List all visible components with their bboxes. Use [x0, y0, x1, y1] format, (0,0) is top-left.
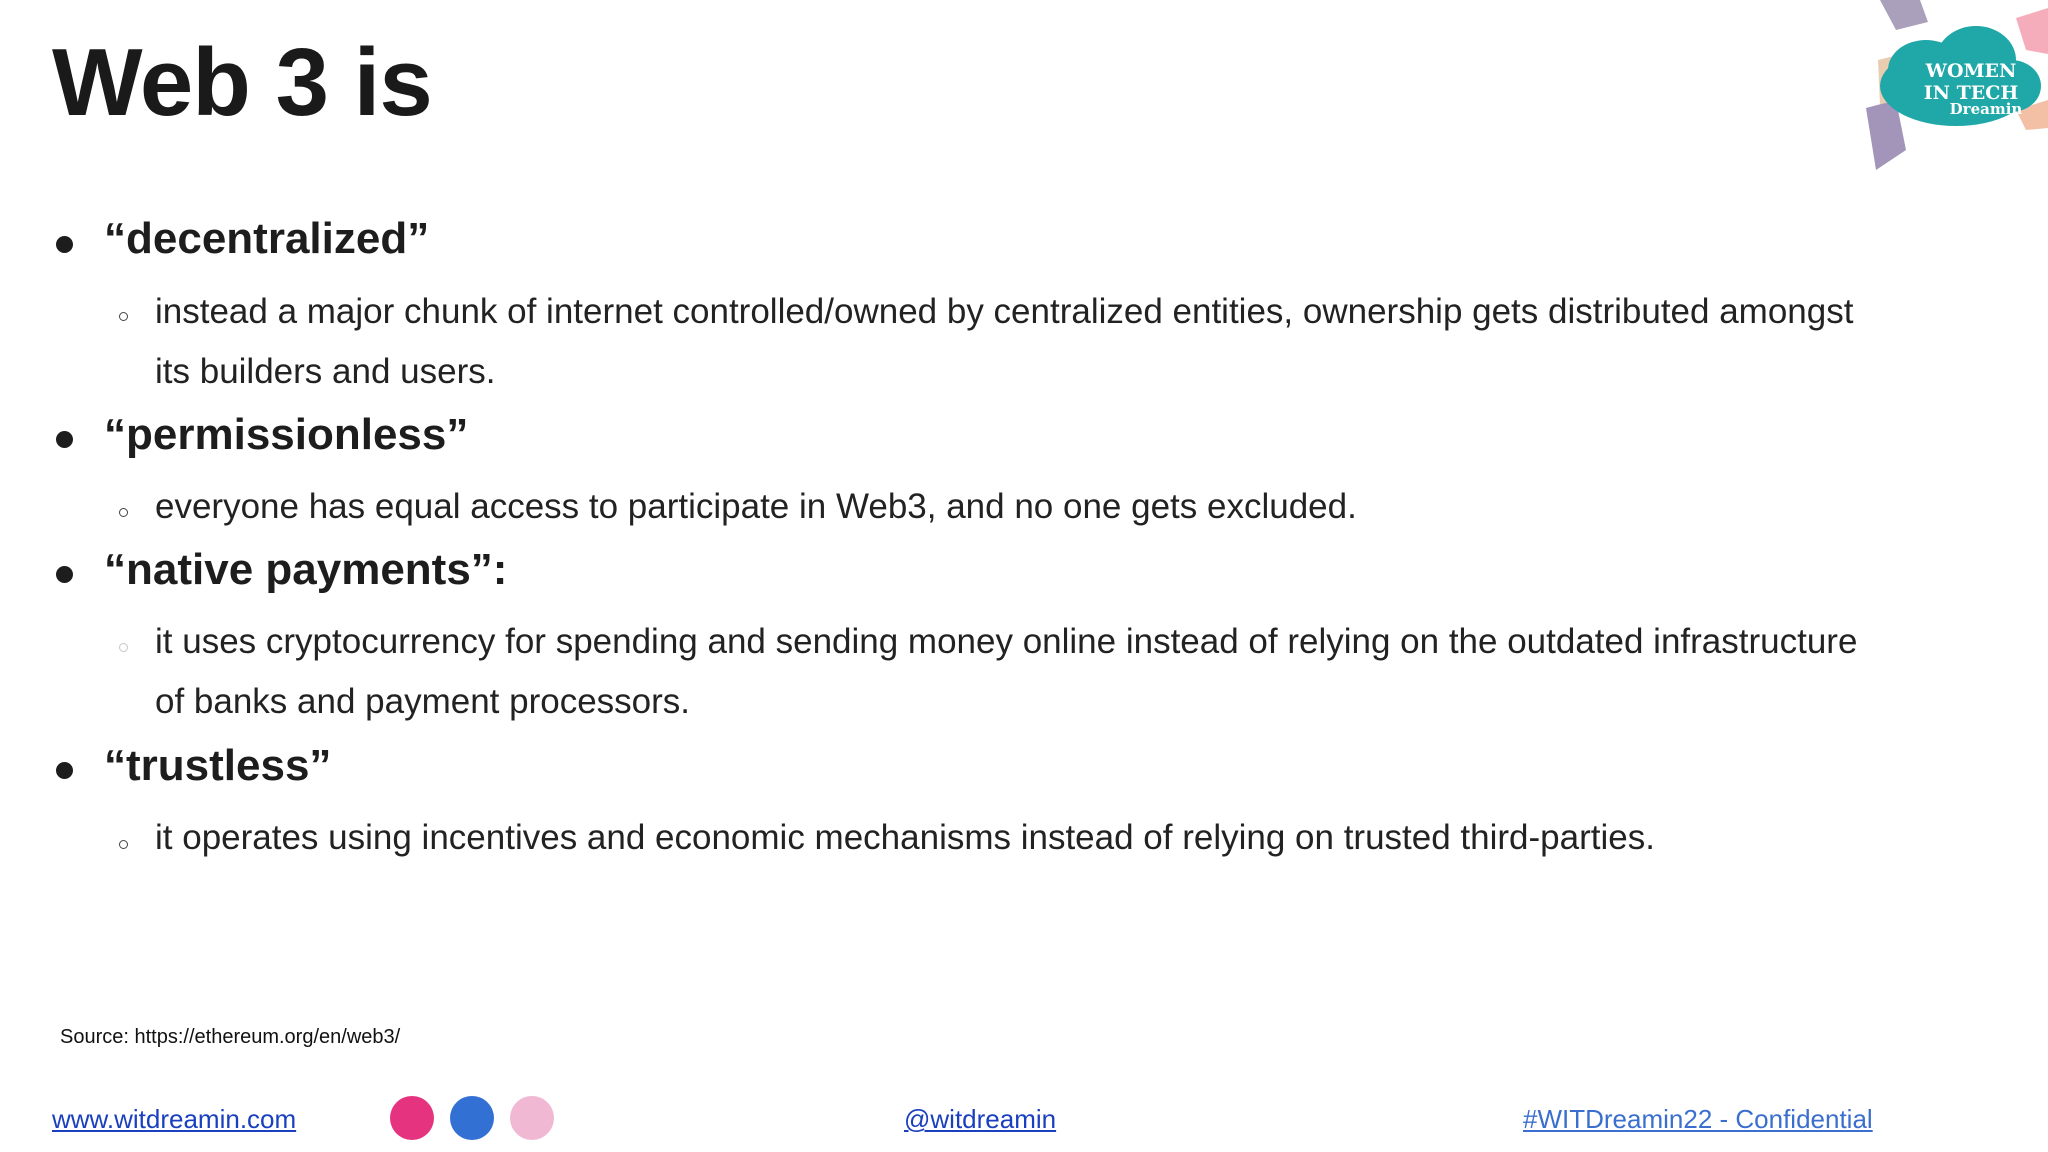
bullet-dot: [56, 762, 73, 779]
bullet-detail-permissionless: everyone has equal access to participate in Web3, and no one gets excluded.: [155, 487, 1357, 526]
source-citation: Source: https://ethereum.org/en/web3/: [60, 1026, 401, 1048]
brand-dot-pink: [390, 1096, 434, 1140]
bullet-heading-permissionless: “permissionless”: [104, 410, 469, 459]
sub-bullet-dot: [119, 643, 128, 652]
bullet-heading-native-payments: “native payments”:: [104, 545, 508, 594]
sub-bullet-dot: [119, 312, 128, 321]
bullet-dot: [56, 431, 73, 448]
sub-bullet-dot: [119, 840, 128, 849]
brand-dot-blue: [450, 1096, 494, 1140]
social-handle-link[interactable]: @witdreamin: [904, 1104, 1057, 1134]
logo-text-dreamin: Dreamin: [1949, 100, 2023, 118]
brand-dot-light-pink: [510, 1096, 554, 1140]
website-link[interactable]: www.witdreamin.com: [52, 1104, 297, 1134]
bullet-dot: [56, 236, 73, 253]
sub-bullet-dot: [119, 508, 128, 517]
bullet-detail-trustless: it operates using incentives and economic mechanisms instead of relying on trusted third-parties.: [155, 818, 1655, 857]
hashtag-link[interactable]: #WITDreamin22 - Confidential: [1523, 1104, 1873, 1134]
logo-text-women: WOMEN: [1925, 60, 2017, 82]
women-in-tech-logo: [1866, 0, 2048, 176]
bullet-heading-trustless: “trustless”: [104, 741, 332, 790]
bullet-detail-native-payments: it uses cryptocurrency for spending and sending money online instead of relying on the outdated infrastructure of banks and payment processors.: [155, 622, 1858, 721]
logo-text-in-tech: IN TECH: [1923, 82, 2019, 104]
bullet-heading-decentralized: “decentralized”: [104, 214, 430, 263]
bullet-detail-decentralized: instead a major chunk of internet controlled/owned by centralized entities, ownership gets distributed amongst its builders and users.: [155, 292, 1854, 391]
slide-title: Web 3 is: [52, 29, 432, 136]
bullet-dot: [56, 566, 73, 583]
